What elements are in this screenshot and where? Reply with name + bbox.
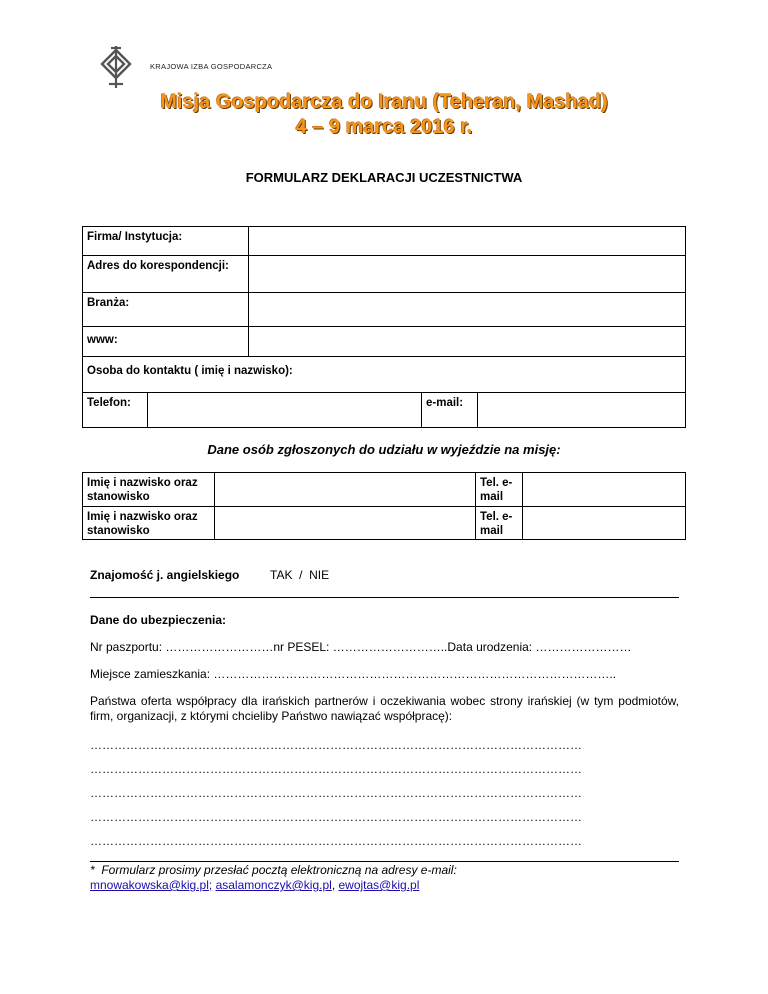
firm-label: Firma/ Instytucja:	[82, 226, 249, 256]
www-field[interactable]	[248, 326, 686, 357]
phone-field[interactable]	[147, 392, 422, 428]
passport-line[interactable]: Nr paszportu: ………………………nr PESEL: ………………………..Data urodzenia: ……………………	[90, 640, 632, 654]
footnote-divider	[90, 861, 679, 862]
insurance-heading: Dane do ubezpieczenia:	[90, 613, 227, 627]
org-name: KRAJOWA IZBA GOSPODARCZA	[150, 62, 273, 71]
offer-line[interactable]: ……………………………………………………………………………………………………………	[90, 810, 582, 824]
firm-field[interactable]	[248, 226, 686, 256]
industry-label: Branża:	[82, 292, 249, 327]
participant-contact-label: Tel. e-mail	[475, 506, 523, 540]
email-link[interactable]: ewojtas@kig.pl	[338, 878, 420, 892]
form-title: FORMULARZ DEKLARACJI UCZESTNICTWA	[245, 170, 523, 185]
footnote-emails: mnowakowska@kig.pl; asalamonczyk@kig.pl, ewojtas@kig.pl	[90, 878, 420, 892]
divider	[90, 597, 679, 598]
participant-contact-field[interactable]	[522, 506, 686, 540]
participants-heading: Dane osób zgłoszonych do udziału w wyjeździe na misję:	[207, 442, 561, 457]
residence-line[interactable]: Miejsce zamieszkania: ………………………………………………………………………………………..	[90, 667, 617, 681]
offer-line[interactable]: ……………………………………………………………………………………………………………	[90, 834, 582, 848]
offer-line[interactable]: ……………………………………………………………………………………………………………	[90, 786, 582, 800]
offer-line[interactable]: ……………………………………………………………………………………………………………	[90, 762, 582, 776]
address-field[interactable]	[248, 255, 686, 293]
page-title: Misja Gospodarcza do Iranu (Teheran, Mashad)	[160, 91, 608, 113]
participant-name-label: Imię i nazwisko oraz stanowisko	[82, 506, 215, 540]
footnote-text: * Formularz prosimy przesłać pocztą elektroniczną na adresy e-mail:	[90, 863, 457, 877]
participant-name-field[interactable]	[214, 472, 476, 507]
email-field[interactable]	[477, 392, 686, 428]
email-label: e-mail:	[421, 392, 478, 428]
participant-name-label: Imię i nazwisko oraz stanowisko	[82, 472, 215, 507]
address-label: Adres do korespondencji:	[82, 255, 249, 293]
phone-label: Telefon:	[82, 392, 148, 428]
industry-field[interactable]	[248, 292, 686, 327]
email-link[interactable]: asalamonczyk@kig.pl	[215, 878, 332, 892]
offer-line[interactable]: ……………………………………………………………………………………………………………	[90, 738, 582, 752]
email-link[interactable]: mnowakowska@kig.pl;	[90, 878, 213, 892]
english-options[interactable]: TAK / NIE	[270, 568, 330, 582]
page-subtitle-dates: 4 – 9 marca 2016 r.	[295, 116, 473, 138]
english-label: Znajomość j. angielskiego	[90, 568, 240, 582]
participant-contact-field[interactable]	[522, 472, 686, 507]
kig-logo-icon	[96, 44, 136, 90]
participant-contact-label: Tel. e-mail	[475, 472, 523, 507]
www-label: www:	[82, 326, 249, 357]
offer-text: Państwa oferta współpracy dla irańskich partnerów i oczekiwania wobec strony irańskiej (w tym podmiotów, firm, organizacji, z którymi chcieliby Państwo nawiązać współpracę):	[90, 694, 679, 723]
contact-person-field[interactable]: Osoba do kontaktu ( imię i nazwisko):	[82, 356, 686, 393]
participant-name-field[interactable]	[214, 506, 476, 540]
